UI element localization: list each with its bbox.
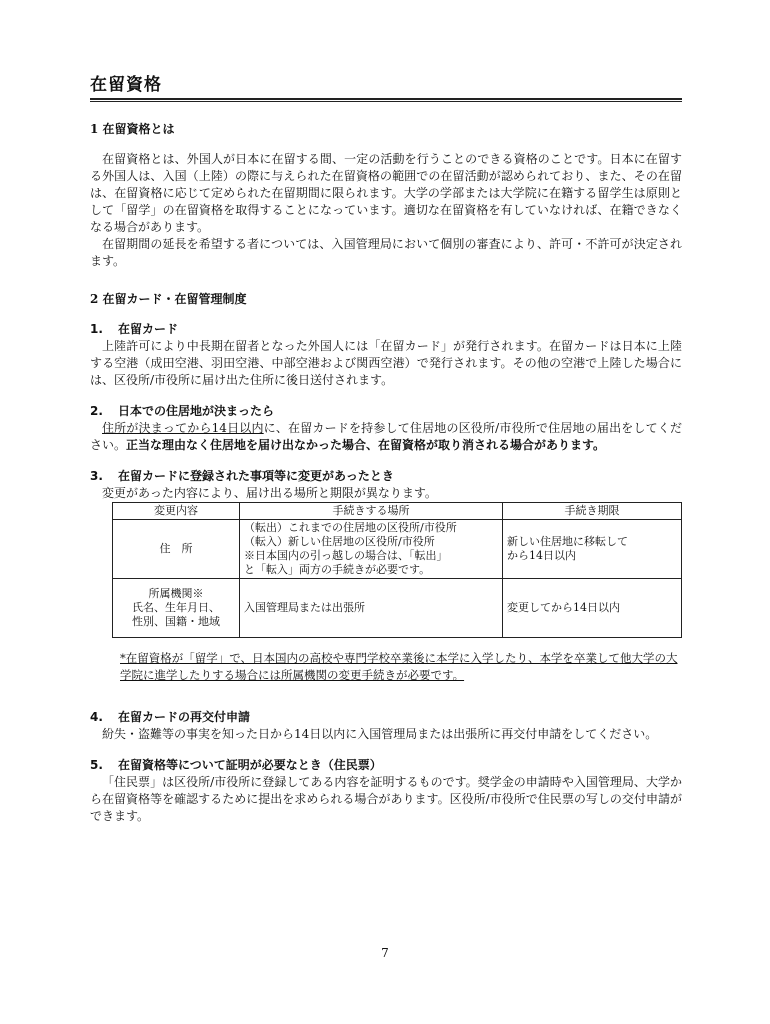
table-cell <box>240 520 503 579</box>
item-number: 5. <box>90 758 103 772</box>
cell-line: 氏名、生年月日、 <box>132 601 220 614</box>
cell-line: 新しい住居地に移転して <box>507 535 628 548</box>
item-2-text <box>90 420 682 454</box>
deadline-underlined-text: 住所が決まってから14日以内 <box>102 421 264 435</box>
title-rule <box>90 98 682 102</box>
table-header: 手続きする場所 <box>240 503 503 520</box>
item-3-heading <box>90 468 682 485</box>
item-title: 在留カード <box>118 322 179 336</box>
item-number: 1. <box>90 322 103 336</box>
item-number: 2. <box>90 404 103 418</box>
item-2-heading <box>90 403 682 420</box>
cell-line: から14日以内 <box>507 549 576 562</box>
cell-line: と「転入」両方の手続きが必要です。 <box>244 563 431 576</box>
table-cell <box>113 579 240 638</box>
change-procedure-table <box>112 502 682 638</box>
item-1-text: 上陸許可により中長期在留者となった外国人には「在留カード」が発行されます。在留カードは日本に上陸する空港（成田空港、羽田空港、中部空港および関西空港）で発行されます。その他の空港で上陸した場合には、区役所/市役所に届け出た住所に後日送付されます。 <box>90 339 682 387</box>
item-5-heading <box>90 757 682 774</box>
table-footnote: *在留資格が「留学」で、日本国内の高校や専門学校卒業後に本学に入学したり、本学を卒業して他大学の大学院に進学したりする場合には所属機関の変更手続きが必要です。 <box>120 650 678 682</box>
item-4-heading <box>90 709 682 726</box>
page-number: 7 <box>381 946 389 960</box>
table-header: 変更内容 <box>113 503 240 520</box>
table-header: 手続き期限 <box>503 503 682 520</box>
item-2-mid-text: に、在留カードを持参して住居地の区役所/市役所で住居地の届出をしてください。 <box>90 421 682 452</box>
table-cell <box>503 520 682 579</box>
item-number: 3. <box>90 469 103 483</box>
table-header-row <box>113 503 682 520</box>
warning-bold-text: 正当な理由なく住居地を届け出なかった場合、在留資格が取り消される場合があります。 <box>126 438 606 452</box>
table-row <box>113 520 682 579</box>
cell-line: 所属機関※ <box>148 587 204 600</box>
item-1-heading <box>90 321 682 338</box>
table-cell: 住 所 <box>113 520 240 579</box>
item-title: 日本での住居地が決まったら <box>118 404 275 418</box>
item-3-text: 変更があった内容により、届け出る場所と期限が異なります。 <box>102 486 437 500</box>
page-title: 在留資格 <box>90 75 162 95</box>
section-1-paragraph-2: 在留期間の延長を希望する者については、入国管理局において個別の審査により、許可・不許可が決定されます。 <box>90 237 682 268</box>
document-page <box>90 62 682 825</box>
cell-line: （転出）これまでの住居地の区役所/市役所 <box>244 521 457 534</box>
item-title: 在留カードに登録された事項等に変更があったとき <box>118 469 394 483</box>
table-cell: 入国管理局または出張所 <box>240 579 503 638</box>
item-4-text: 紛失・盗難等の事実を知った日から14日以内に入国管理局または出張所に再交付申請をしてください。 <box>102 727 658 741</box>
section-1-paragraph-1: 在留資格とは、外国人が日本に在留する間、一定の活動を行うことのできる資格のことです。日本に在留する外国人は、入国（上陸）の際に与えられた在留資格の範囲での在留活動が認められており、また、その在留は、在留資格に応じて定められた在留期間に限られます。大学の学部または大学院に在籍する留学生は原則として「留学」の在留資格を取得することになっています。適切な在留資格を有していなければ、在籍できなくなる場合があります。 <box>90 152 682 234</box>
item-title: 在留資格等について証明が必要なとき（住民票） <box>118 758 382 772</box>
item-number: 4. <box>90 710 103 724</box>
item-title: 在留カードの再交付申請 <box>118 710 251 724</box>
cell-line: 性別、国籍・地域 <box>132 615 220 628</box>
section-1-heading: 1 在留資格とは <box>90 122 175 136</box>
table-cell: 変更してから14日以内 <box>503 579 682 638</box>
section-2-heading: 2 在留カード・在留管理制度 <box>90 292 247 306</box>
item-5-text: 「住民票」は区役所/市役所に登録してある内容を証明するものです。奨学金の申請時や入国管理局、大学から在留資格等を確認するために提出を求められる場合があります。区役所/市役所で住民票の写しの交付申請ができます。 <box>90 775 682 823</box>
table-row <box>113 579 682 638</box>
cell-line: ※日本国内の引っ越しの場合は、「転出」 <box>244 549 448 562</box>
cell-line: （転入）新しい住居地の区役所/市役所 <box>244 535 435 548</box>
